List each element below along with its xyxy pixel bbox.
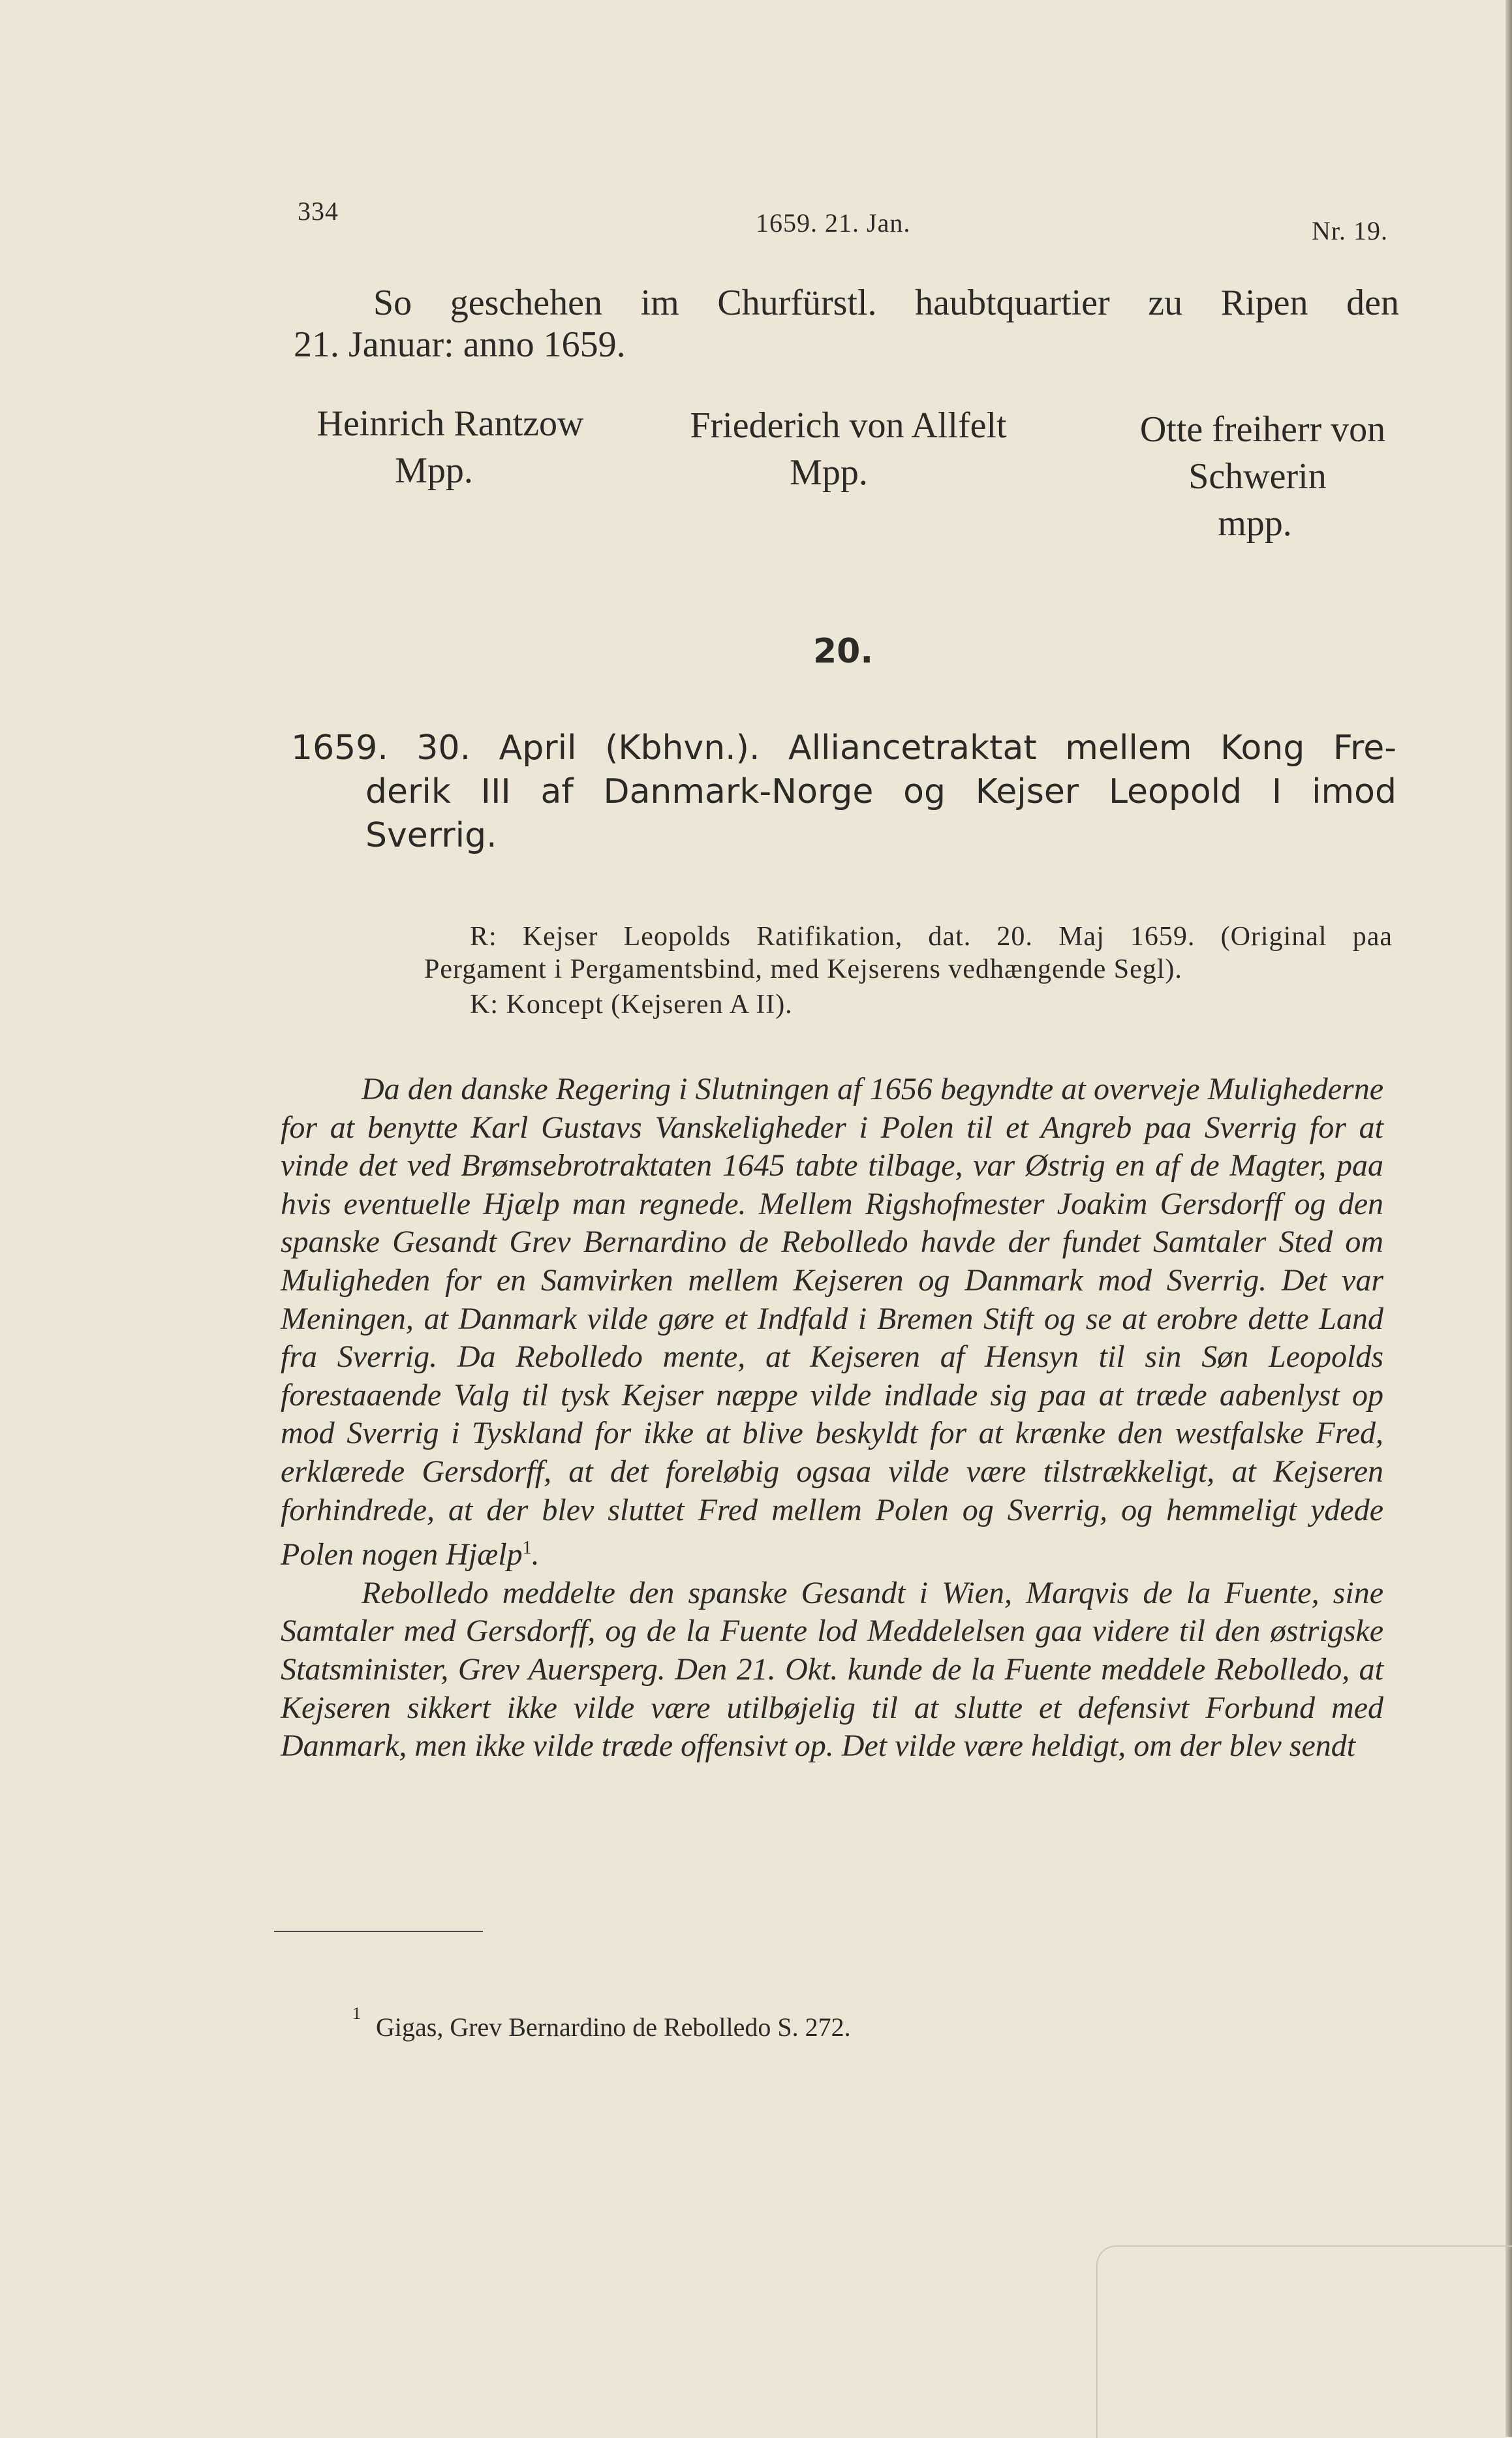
signature-name-line1: Otte freiherr von	[1139, 409, 1386, 450]
signature-title: Mpp.	[790, 452, 868, 493]
source-pergament: Pergament i Pergamentsbind, med Kejserens vedhængende Segl).	[424, 954, 1182, 984]
narrative-text	[281, 1071, 1383, 1766]
footnote-reference: 1	[522, 1538, 532, 1559]
signature-schwerin	[1109, 406, 1416, 547]
page-edge-shadow	[1505, 0, 1512, 2437]
signature-rantzow	[287, 400, 613, 494]
footnote-text: Gigas, Grev Bernardino de Rebolledo S. 272.	[376, 2012, 851, 2042]
signature-allfelt	[666, 402, 1031, 496]
signature-name-line2: Schwerin	[1188, 456, 1327, 497]
section-number: 20.	[813, 632, 874, 671]
closing-line-2: 21. Januar: anno 1659.	[294, 324, 626, 365]
treaty-heading-line-3: Sverrig.	[365, 816, 497, 855]
narrative-paragraph-1	[281, 1071, 1383, 1574]
signature-title: mpp.	[1218, 503, 1292, 544]
closing-line-1: So geschehen im Churfürstl. haubtquartier zu Ripen den	[373, 283, 1399, 323]
source-koncept: K: Koncept (Kejseren A II).	[470, 990, 793, 1020]
narrative-paragraph-2: Rebolledo meddelte den spanske Gesandt i Wien, Marqvis de la Fuente, sine Samtaler med Gersdorff, og de la Fuente lod Meddelelsen gaa videre til den østrigske Statsminister, Grev Auersperg. Den 21. Okt. kunde de la Fuente meddele Rebolledo, at Kejseren sikkert ikke vilde være utilbøjelig til at slutte et defensivt Forbund med Danmark, men ikke vilde træde offensivt op. Det vilde være heldigt, om der blev sendt	[281, 1575, 1383, 1764]
treaty-heading-line-2: derik III af Danmark-Norge og Kejser Leopold I imod	[365, 772, 1396, 811]
source-ratification: R: Kejser Leopolds Ratifikation, dat. 20. Maj 1659. (Original paa	[470, 922, 1393, 952]
signature-title: Mpp.	[395, 450, 473, 491]
footnote-number: 1	[352, 2004, 361, 2023]
document-number: Nr. 19.	[1312, 216, 1388, 245]
footnote-divider	[274, 1931, 483, 1932]
signature-name: Friederich von Allfelt	[690, 405, 1007, 446]
header-date: 1659. 21. Jan.	[756, 208, 911, 238]
signature-name: Heinrich Rantzow	[316, 403, 584, 444]
page-number: 334	[298, 196, 339, 226]
paragraph-1-end: .	[531, 1537, 540, 1572]
treaty-heading-line-1: 1659. 30. April (Kbhvn.). Alliancetraktat mellem Kong Fre-	[291, 728, 1396, 768]
paragraph-1-text: Da den danske Regering i Slutningen af 1656 begyndte at overveje Mulighederne for at benytte Karl Gustavs Vanskeligheder i Polen til et Angreb paa Sverrig for at vinde det ved Brømsebrotraktaten 1645 tabte tilbage, var Østrig en af de Magter, paa hvis eventuelle Hjælp man regnede. Mellem Rigshofmester Joakim Gersdorff og den spanske Gesandt Grev Bernardino de Rebolledo havde der fundet Samtaler Sted om Muligheden for en Samvirken mellem Kejseren og Danmark mod Sverrig. Det var Meningen, at Danmark vilde gøre et Indfald i Bremen Stift og se at erobre dette Land fra Sverrig. Da Rebolledo mente, at Kejseren af Hensyn til sin Søn Leopolds forestaaende Valg til tysk Kejser næppe vilde indlade sig paa at træde aabenlyst op mod Sverrig i Tyskland for ikke at blive beskyldt for at krænke den westfalske Fred, erklærede Gersdorff, at det foreløbig ogsaa vilde være tilstrækkeligt, at Kejseren forhindrede, at der blev sluttet Fred mellem Polen og Sverrig, og hemmeligt ydede Polen nogen Hjælp	[281, 1072, 1383, 1572]
paper-corner-mark	[1096, 2245, 1512, 2438]
